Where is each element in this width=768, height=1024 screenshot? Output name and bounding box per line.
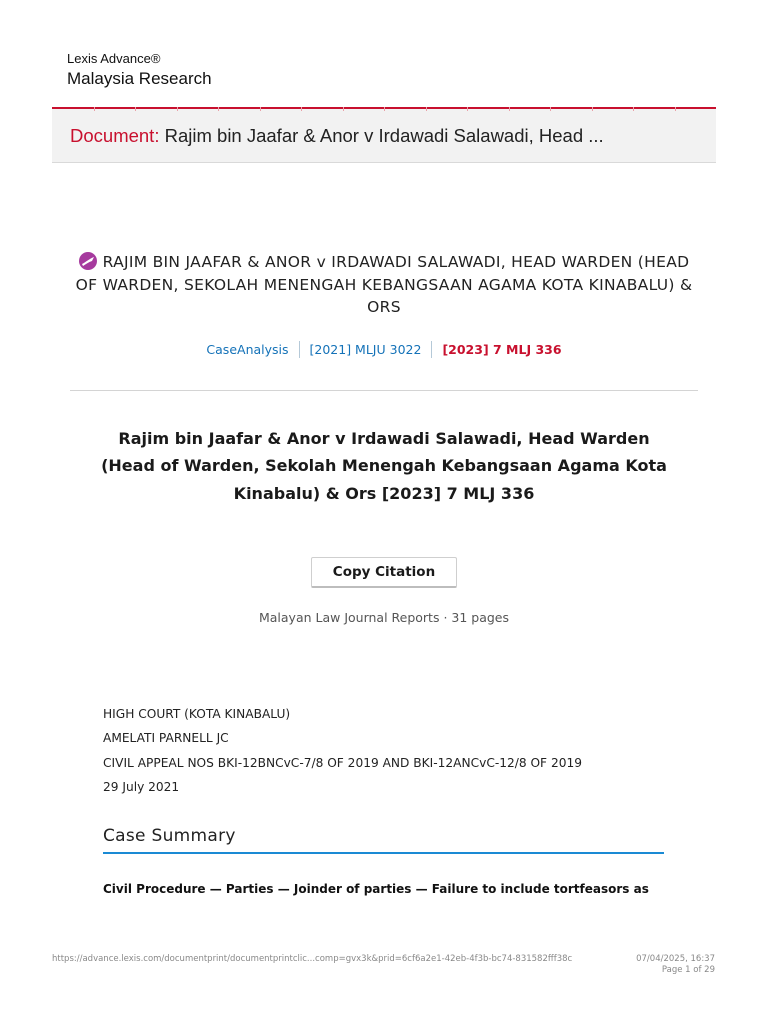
document-bar-tick xyxy=(343,107,344,111)
document-bar-tick xyxy=(218,107,219,111)
document-bar-tick xyxy=(260,107,261,111)
document-bar-tick xyxy=(135,107,136,111)
document-bar-tick xyxy=(467,107,468,111)
product-region: Malaysia Research xyxy=(67,69,212,88)
judge-name: AMELATI PARNELL JC xyxy=(103,731,229,746)
document-bar-tick xyxy=(94,107,95,111)
court-name: HIGH COURT (KOTA KINABALU) xyxy=(103,707,291,721)
case-analysis-icon[interactable] xyxy=(79,252,97,270)
document-bar-tick xyxy=(633,107,634,111)
link-case-analysis[interactable]: CaseAnalysis xyxy=(206,342,289,357)
document-bar-ticks xyxy=(52,107,716,111)
document-bar-tick xyxy=(177,107,178,111)
document-title xyxy=(70,125,604,147)
case-summary-heading: Case Summary xyxy=(103,826,236,846)
document-title-text: Rajim bin Jaafar & Anor v Irdawadi Salawadi, Head ... xyxy=(164,125,604,146)
document-bar-tick xyxy=(509,107,510,111)
footer-page-number: Page 1 of 29 xyxy=(661,965,715,975)
footer-timestamp: 07/04/2025, 16:37 xyxy=(636,954,715,964)
document-bar-tick xyxy=(301,107,302,111)
case-summary-section xyxy=(103,826,664,854)
document-bar-tick xyxy=(426,107,427,111)
copy-citation-button[interactable]: Copy Citation xyxy=(311,557,457,588)
source-info: Malayan Law Journal Reports · 31 pages xyxy=(258,610,510,625)
citation-title: Rajim bin Jaafar & Anor v Irdawadi Salawadi, Head Warden (Head of Warden, Sekolah Menengah Kebangsaan Agama Kota Kinabalu) & Ors [2023] 7 MLJ 336 xyxy=(101,429,667,503)
footer-url: https://advance.lexis.com/documentprint/documentprintclic...comp=gvx3k&prid=6cf6a2e1-42eb-4f3b-bc74-831582fff38c xyxy=(52,954,573,964)
brand-header xyxy=(67,50,212,91)
section-divider xyxy=(70,390,698,391)
document-title-bar xyxy=(52,107,716,163)
document-bar-tick xyxy=(550,107,551,111)
appeal-numbers: CIVIL APPEAL NOS BKI-12BNCvC-7/8 OF 2019 AND BKI-12ANCvC-12/8 OF 2019 xyxy=(103,755,582,770)
case-metadata xyxy=(103,706,582,803)
link-mlju-citation[interactable]: [2021] MLJU 3022 xyxy=(309,342,422,357)
citation-links xyxy=(70,341,698,358)
document-bar-tick xyxy=(592,107,593,111)
case-heading-text: RAJIM BIN JAAFAR & ANOR v IRDAWADI SALAWADI, HEAD WARDEN (HEAD OF WARDEN, SEKOLAH MENENGAH KEBANGSAAN AGAMA KOTA KINABALU) & ORS xyxy=(75,253,693,316)
catchwords: Civil Procedure — Parties — Joinder of parties — Failure to include tortfeasors as xyxy=(103,882,649,896)
decision-date: 29 July 2021 xyxy=(103,779,180,794)
document-label: Document: xyxy=(70,125,160,146)
link-mlj-citation[interactable]: [2023] 7 MLJ 336 xyxy=(442,342,562,357)
footer-page-info xyxy=(636,954,715,976)
document-bar-tick xyxy=(384,107,385,111)
case-heading xyxy=(70,251,698,319)
product-name: Lexis Advance® xyxy=(67,51,161,66)
document-bar-tick xyxy=(675,107,676,111)
